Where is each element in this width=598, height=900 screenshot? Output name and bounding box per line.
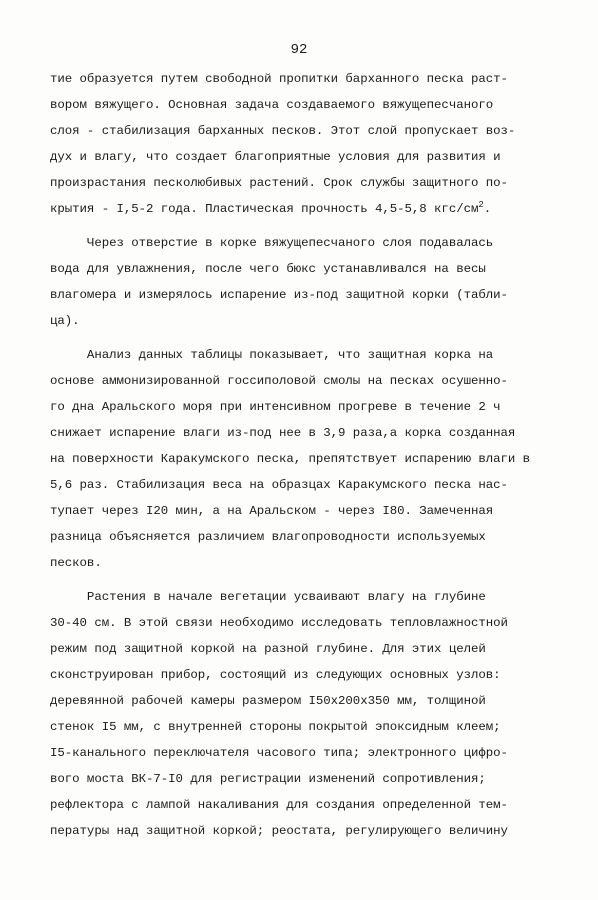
superscript: 2: [478, 200, 484, 210]
text-line: ца).: [50, 314, 80, 328]
text-line: на поверхности Каракумского песка, препятствует испарению влаги в: [50, 452, 531, 466]
text-line: деревянной рабочей камеры размером I50х200х350 мм, толщиной: [50, 694, 486, 708]
text-line: песков.: [50, 556, 102, 570]
text-line: произрастания песколюбивых растений. Срок службы защитного по-: [50, 176, 508, 190]
text-line: пературы над защитной коркой; реостата, регулирующего величину: [50, 824, 508, 838]
paragraph-3: [50, 342, 580, 576]
page-number: 92: [290, 42, 308, 58]
text-line: тие образуется путем свободной пропитки барханного песка раст-: [50, 72, 508, 86]
text-segment: .: [483, 202, 492, 216]
text-line: 30-40 см. В этой связи необходимо исследовать тепловлажностной: [50, 616, 508, 630]
text-line: основе аммонизированной госсиполовой смолы на песках осушенно-: [50, 374, 508, 388]
text-segment: крытия - I,5-2 года. Пластическая прочность 4,5-5,8 кгс/см: [50, 202, 479, 216]
text-line: вого моста ВК-7-I0 для регистрации изменений сопротивления;: [50, 772, 486, 786]
text-line: разница объясняется различием влагопроводности используемых: [50, 530, 486, 544]
text-line: го дна Аральского моря при интенсивном прогреве в течение 2 ч: [50, 400, 501, 414]
paragraph-4: [50, 584, 580, 844]
text-line: тупает через I20 мин, а на Аральском - через I80. Замеченная: [50, 504, 494, 518]
text-line: стенок I5 мм, с внутренней стороны покрытой эпоксидным клеем;: [50, 720, 501, 734]
text-line: Анализ данных таблицы показывает, что защитная корка на: [50, 348, 494, 362]
text-line: вода для увлажнения, после чего бюкс устанавливался на весы: [50, 262, 486, 276]
text-line: влагомера и измерялось испарение из-под защитной корки (табли-: [50, 288, 508, 302]
paragraph-2: [50, 230, 580, 334]
text-line: 5,6 раз. Стабилизация веса на образцах Каракумского песка нас-: [50, 478, 508, 492]
text-line: вором вяжущего. Основная задача создаваемого вяжущепесчаного: [50, 98, 494, 112]
paragraph-1: [50, 66, 580, 222]
text-line: Через отверстие в корке вяжущепесчаного слоя подавалась: [50, 236, 494, 250]
text-line: дух и влагу, что создает благоприятные условия для развития и: [50, 150, 501, 164]
text-line: Растения в начале вегетации усваивают влагу на глубине: [50, 590, 486, 604]
text-line: снижает испарение влаги из-под нее в 3,9 раза,а корка созданная: [50, 426, 516, 440]
text-line: слоя - стабилизация барханных песков. Этот слой пропускает воз-: [50, 124, 516, 138]
text-line: I5-канального переключателя часового типа; электронного цифро-: [50, 746, 508, 760]
text-line: режим под защитной коркой на разной глубине. Для этих целей: [50, 642, 486, 656]
body-text: [50, 66, 580, 844]
text-line: рефлектора с лампой накаливания для создания определенной тем-: [50, 798, 508, 812]
text-line: сконструирован прибор, состоящий из следующих основных узлов:: [50, 668, 501, 682]
text-line-with-unit: [50, 196, 580, 222]
